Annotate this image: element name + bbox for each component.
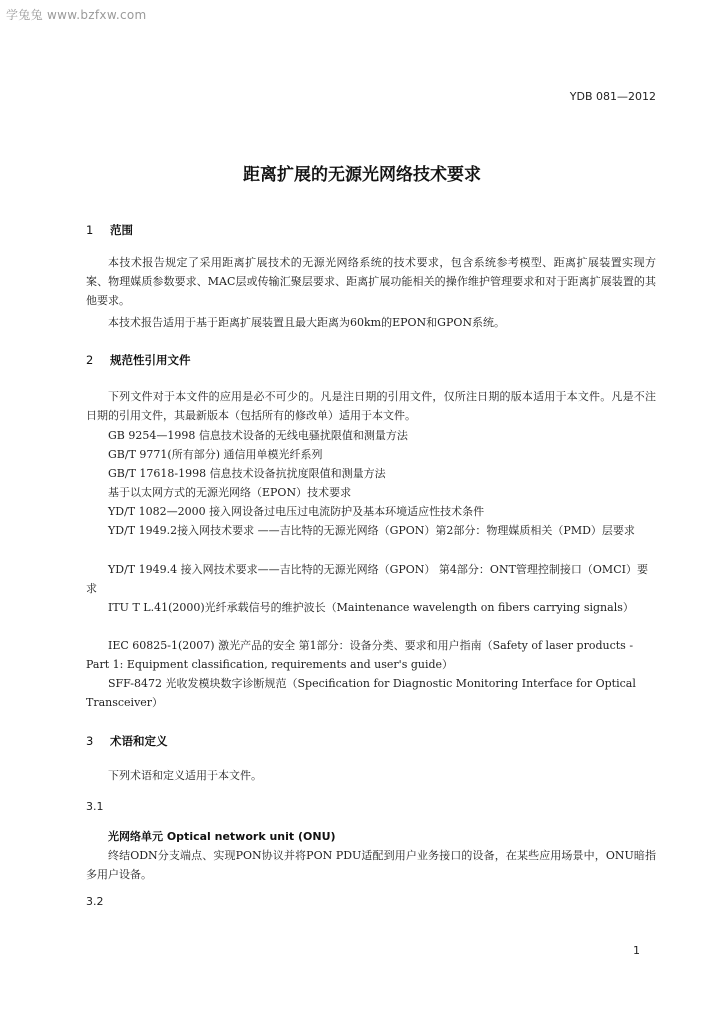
reference-item: GB/T 9771(所有部分) 通信用单模光纤系列 — [108, 448, 323, 461]
reference-item: GB 9254—1998 信息技术设备的无线电骚扰限值和测量方法 — [108, 429, 408, 442]
watermark: 学兔兔 www.bzfxw.com — [6, 8, 147, 22]
page-number: 1 — [633, 944, 640, 957]
section-number: 2 — [86, 353, 94, 367]
section-title: 规范性引用文件 — [110, 353, 191, 367]
section-1-heading — [86, 222, 133, 238]
document-title: 距离扩展的无源光网络技术要求 — [243, 165, 481, 185]
section-title: 范围 — [110, 223, 134, 237]
term-heading: 光网络单元 Optical network unit (ONU) — [108, 830, 336, 843]
reference-item: YD/T 1949.4 接入网技术要求——吉比特的无源光网络（GPON） 第4部分：ONT管理控制接口（OMCI）要求 — [86, 563, 648, 595]
reference-item: GB/T 17618-1998 信息技术设备抗扰度限值和测量方法 — [108, 467, 386, 480]
reference-item: SFF-8472 光收发模块数字诊断规范（Specification for Diagnostic Monitoring Interface for Optical Transceiver） — [86, 677, 636, 709]
subsection-number: 3.2 — [86, 895, 104, 908]
section-title: 术语和定义 — [110, 734, 168, 748]
reference-item: ITU T L.41(2000)光纤承载信号的维护波长（Maintenance wavelength on fibers carrying signals） — [108, 601, 634, 614]
section-number: 1 — [86, 223, 94, 237]
paragraph: 下列文件对于本文件的应用是必不可少的。凡是注日期的引用文件，仅所注日期的版本适用于本文件。凡是不注日期的引用文件，其最新版本（包括所有的修改单）适用于本文件。 — [86, 390, 656, 422]
reference-item: IEC 60825-1(2007) 激光产品的安全 第1部分：设备分类、要求和用户指南（Safety of laser products - Part 1: Equipment classification, requirements and user's guide） — [86, 639, 634, 671]
reference-item: 基于以太网方式的无源光网络（EPON）技术要求 — [108, 486, 352, 499]
paragraph: 下列术语和定义适用于本文件。 — [108, 769, 262, 782]
paragraph: 本技术报告规定了采用距离扩展技术的无源光网络系统的技术要求，包含系统参考模型、距离扩展装置实现方案、物理媒质参数要求、MAC层或传输汇聚层要求、距离扩展功能相关的操作维护管理要求和对于距离扩展装置的其他要求。 — [86, 256, 656, 307]
document-number: YDB 081—2012 — [569, 90, 656, 103]
reference-item: YD/T 1082—2000 接入网设备过电压过电流防护及基本环境适应性技术条件 — [108, 505, 485, 518]
subsection-number: 3.1 — [86, 800, 104, 813]
term-definition: 终结ODN分支端点、实现PON协议并将PON PDU适配到用户业务接口的设备，在某些应用场景中，ONU暗指多用户设备。 — [86, 849, 656, 881]
section-number: 3 — [86, 734, 94, 748]
reference-item: YD/T 1949.2接入网技术要求 ——吉比特的无源光网络（GPON）第2部分：物理媒质相关（PMD）层要求 — [108, 524, 635, 537]
paragraph: 本技术报告适用于基于距离扩展装置且最大距离为60km的EPON和GPON系统。 — [108, 316, 505, 329]
section-3-heading — [86, 733, 168, 749]
section-2-heading — [86, 352, 191, 368]
